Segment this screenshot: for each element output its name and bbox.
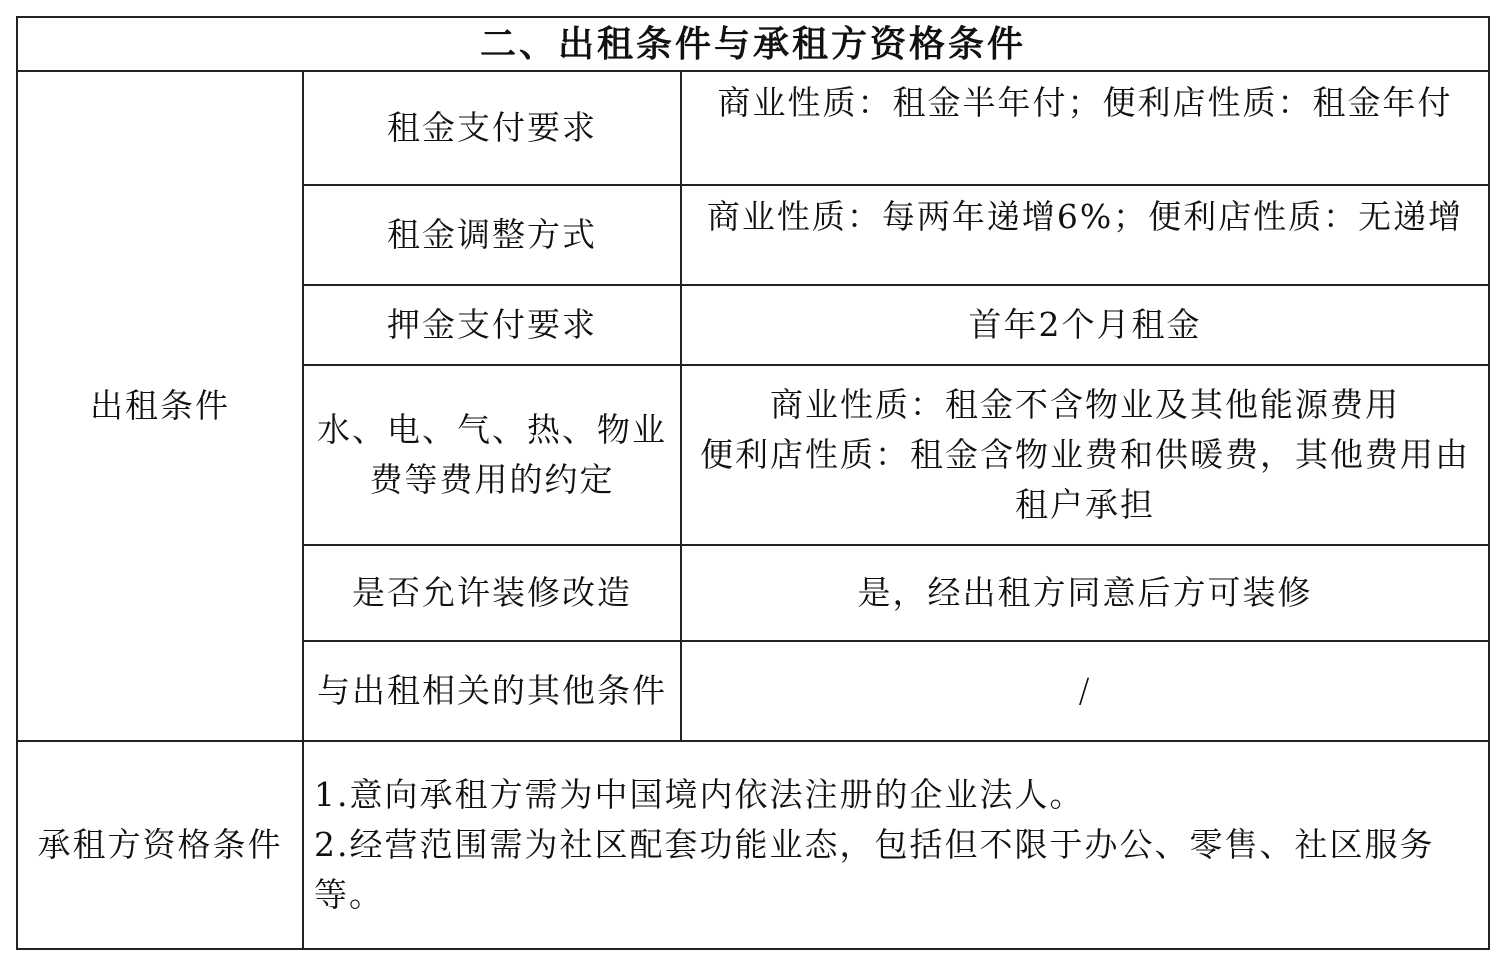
tenant-qualifications-label: 承租方资格条件 bbox=[17, 741, 303, 949]
qualification-item-2: 2.经营范围需为社区配套功能业态，包括但不限于办公、零售、社区服务等。 bbox=[314, 825, 1435, 914]
condition-value-renovation: 是，经出租方同意后方可装修 bbox=[681, 545, 1489, 641]
condition-item-renovation: 是否允许装修改造 bbox=[303, 545, 681, 641]
title-row bbox=[17, 17, 1489, 71]
tenant-qualifications-content bbox=[303, 741, 1489, 949]
condition-item-rent-adjustment: 租金调整方式 bbox=[303, 185, 681, 285]
table-row bbox=[17, 741, 1489, 949]
not-applicable-slash: / bbox=[1078, 671, 1092, 710]
utilities-commercial-line: 商业性质：租金不含物业及其他能源费用 bbox=[770, 385, 1401, 424]
condition-value-deposit: 首年2个月租金 bbox=[681, 285, 1489, 365]
section-title: 二、出租条件与承租方资格条件 bbox=[17, 17, 1489, 71]
condition-value-rent-adjustment: 商业性质：每两年递增6%；便利店性质：无递增 bbox=[681, 185, 1489, 285]
condition-item-deposit: 押金支付要求 bbox=[303, 285, 681, 365]
condition-value-rent-payment: 商业性质：租金半年付；便利店性质：租金年付 bbox=[681, 71, 1489, 185]
rental-conditions-label: 出租条件 bbox=[17, 71, 303, 741]
condition-item-utilities: 水、电、气、热、物业费等费用的约定 bbox=[303, 365, 681, 545]
utilities-convenience-line: 便利店性质：租金含物业费和供暖费，其他费用由租户承担 bbox=[700, 435, 1471, 524]
qualification-item-1: 1.意向承租方需为中国境内依法注册的企业法人。 bbox=[314, 775, 1085, 814]
conditions-table bbox=[16, 16, 1490, 950]
condition-item-other: 与出租相关的其他条件 bbox=[303, 641, 681, 741]
condition-value-other bbox=[681, 641, 1489, 741]
table-row bbox=[17, 71, 1489, 185]
condition-item-rent-payment: 租金支付要求 bbox=[303, 71, 681, 185]
condition-value-utilities bbox=[681, 365, 1489, 545]
